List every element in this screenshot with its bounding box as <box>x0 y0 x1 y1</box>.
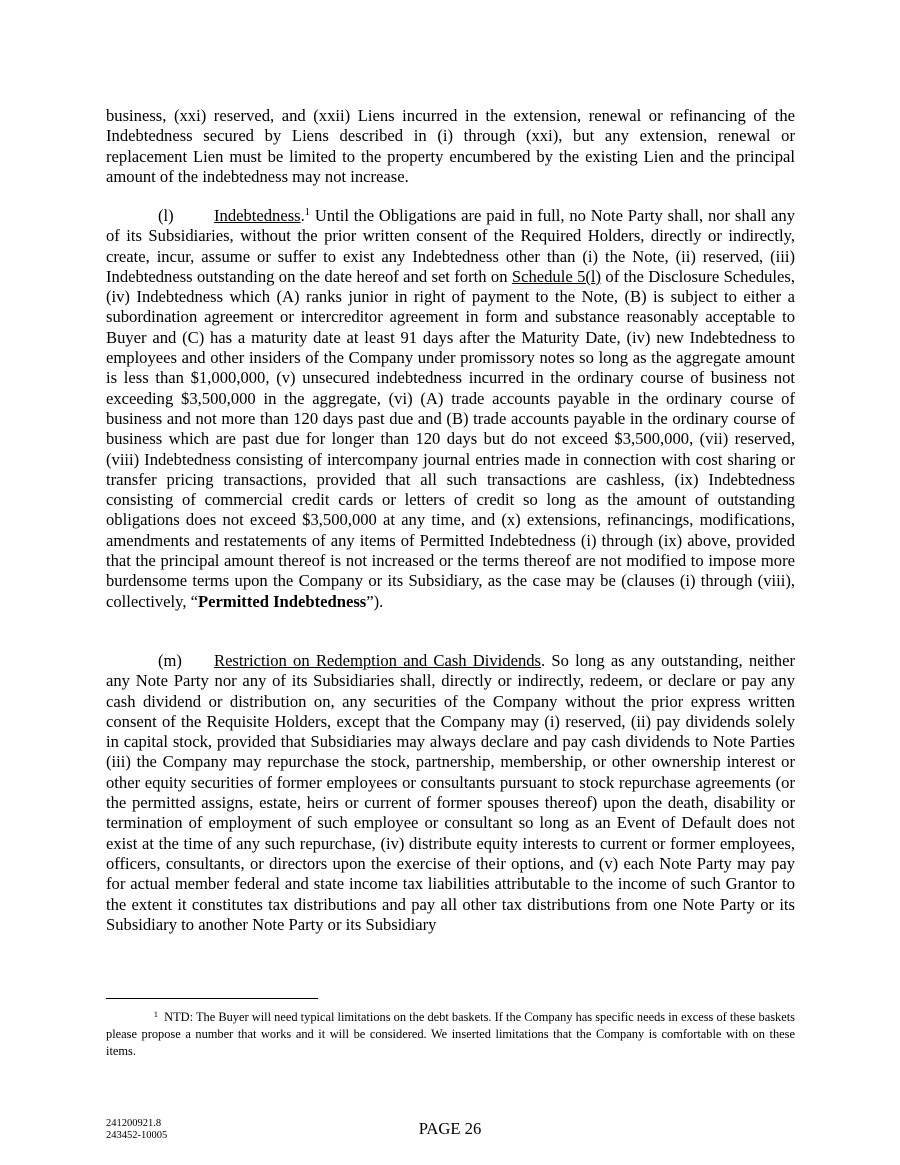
footnote <box>106 1009 795 1059</box>
section-l-heading-period: . <box>300 206 305 225</box>
section-m-heading: Restriction on Redemption and Cash Dividends <box>214 651 542 670</box>
section-l-text-b: of the Disclosure Schedules, (iv) Indebtedness which (A) ranks junior in right of payment to the Note, (B) is subject to either a subordination agreement or intercreditor agreement in form and substance reasonably acceptable to Buyer and (C) has a maturity date at least 91 days after the Maturity Date, (iv) new Indebtedness to employees and other insiders of the Company under promissory notes so long as the aggregate amount is less than $1,000,000, (v) unsecured indebtedness incurred in the ordinary course of business not exceeding $3,500,000 in the aggregate, (vi) (A) trade accounts payable in the ordinary course of business and not more than 120 days past due and (B) trade accounts payable in the ordinary course of business which are past due for longer than 120 days but do not exceed $3,500,000, (vii) reserved, (viii) Indebtedness consisting of intercompany journal entries made in connection with cost sharing or transfer pricing transactions, provided that all such transactions are cashless, (ix) Indebtedness consisting of commercial credit cards or letters of credit so long as the amount of outstanding obligations does not exceed $3,500,000 at any time, and (x) extensions, refinancings, modifications, amendments and restatements of any items of Permitted Indebtedness (i) through (ix) above, provided that the principal amount thereof is not increased or the terms thereof are not modified to impose more burdensome terms upon the Company or its Subsidiary, as the case may be (clauses (i) through (viii), collectively, “ <box>106 266 795 611</box>
section-l-text-c: ”). <box>366 591 384 611</box>
section-m-label: (m) <box>158 651 182 670</box>
footnote-text: NTD: The Buyer will need typical limitations on the debt baskets. If the Company has specific needs in excess of these baskets please propose a number that works and it will be considered. We inserted limitations that the Company is comfortable with on these items. <box>106 1010 795 1058</box>
footnote-divider <box>106 998 318 999</box>
footnote-number: 1 <box>153 1009 158 1019</box>
section-l-label: (l) <box>158 206 174 225</box>
section-m-paragraph <box>106 651 795 935</box>
defined-term-permitted-indebtedness: Permitted Indebtedness <box>198 591 367 611</box>
section-m-text: So long as any outstanding, neither any Note Party nor any of its Subsidiaries shall, directly or indirectly, redeem, or declare or pay any cash dividend or distribution on, any securities of the Company without the prior express written consent of the Requisite Holders, except that the Company may (i) reserved, (ii) pay dividends solely in capital stock, provided that Subsidiaries may always declare and pay cash dividends to Note Parties (iii) the Company may repurchase the stock, partnership, membership, or other ownership interest or other equity securities of former employees or consultants pursuant to stock repurchase agreements (or the permitted assigns, estate, heirs or current of former spouses thereof) upon the death, disability or termination of employment of such employee or consultant so long as an Event of Default does not exist at the time of any such repurchase, (iv) distribute equity interests to current or former employees, officers, consultants, or directors upon the exercise of their options, and (v) each Note Party may pay for actual member federal and state income tax liabilities attributable to the income of such Grantor to the extent it constitutes tax distributions and pay all other tax distributions from one Note Party or its Subsidiary to another Note Party or its Subsidiary <box>106 651 795 934</box>
section-l-paragraph <box>106 206 795 612</box>
continuation-paragraph: business, (xxi) reserved, and (xxii) Liens incurred in the extension, renewal or refinancing of the Indebtedness secured by Liens described in (i) through (xxi), but any extension, renewal or replacement Lien must be limited to the property encumbered by the existing Lien and the principal amount of the indebtedness may not increase. <box>106 106 795 186</box>
document-id-line-1: 241200921.8 <box>106 1118 162 1129</box>
document-id-line-2: 243452-10005 <box>106 1130 168 1141</box>
section-l-text-a: Until the Obligations are paid in full, no Note Party shall, nor shall any of its Subsidiaries, without the prior written consent of the Required Holders, directly or indirectly, create, incur, assume or suffer to exist any Indebtedness other than (i) the Note, (ii) reserved, (iii) Indebtedness outstanding on the date hereof and set forth on <box>106 206 795 286</box>
footnote-reference[interactable]: 1 <box>304 207 311 218</box>
section-m-heading-period: . <box>541 651 546 670</box>
schedule-reference: Schedule 5(l) <box>511 266 602 286</box>
section-l-heading: Indebtedness <box>214 206 301 225</box>
page-number: PAGE 26 <box>418 1119 482 1138</box>
